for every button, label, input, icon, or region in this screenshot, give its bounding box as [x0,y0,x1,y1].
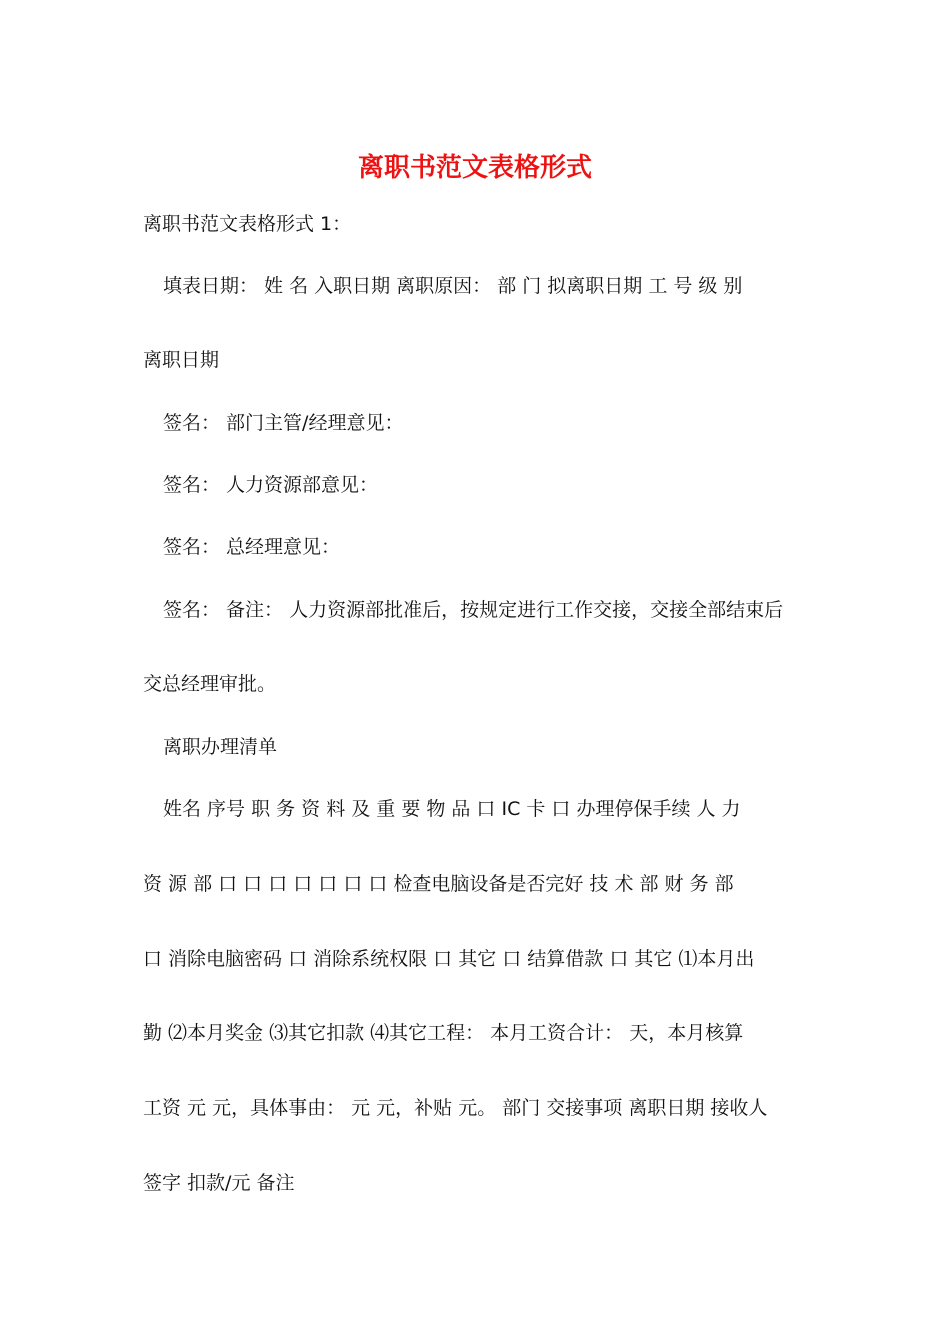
signature-line: 签名： 总经理意见： [163,536,341,558]
remarks-line: 签名： 备注： 人力资源部批准后，按规定进行工作交接，交接全部结束后 [163,599,784,621]
checklist-heading: 离职办理清单 [163,736,278,758]
checklist-line: 资 源 部 口 口 口 口 口 口 口 检查电脑设备是否完好 技 术 部 财 务 部 [143,873,734,895]
checklist-line: 签字 扣款/元 备注 [143,1172,295,1194]
section-heading-1: 离职书范文表格形式 1： [143,213,352,235]
document-title: 离职书范文表格形式 [357,153,592,183]
signature-line: 签名： 部门主管/经理意见： [163,412,404,434]
checklist-line: 口 消除电脑密码 口 消除系统权限 口 其它 口 结算借款 口 其它 ⑴本月出 [143,948,755,970]
form-fields-line: 离职日期 [143,349,220,371]
checklist-line: 姓名 序号 职 务 资 料 及 重 要 物 品 口 IC 卡 口 办理停保手续 人 力 [163,798,741,820]
checklist-line: 工资 元 元，具体事由： 元 元，补贴 元。 部门 交接事项 离职日期 接收人 [143,1097,768,1119]
remarks-line: 交总经理审批。 [143,673,277,695]
signature-line: 签名： 人力资源部意见： [163,474,379,496]
checklist-line: 勤 ⑵本月奖金 ⑶其它扣款 ⑷其它工程： 本月工资合计： 天，本月核算 [143,1022,744,1044]
form-fields-line: 填表日期： 姓 名 入职日期 离职原因： 部 门 拟离职日期 工 号 级 别 [163,275,743,297]
